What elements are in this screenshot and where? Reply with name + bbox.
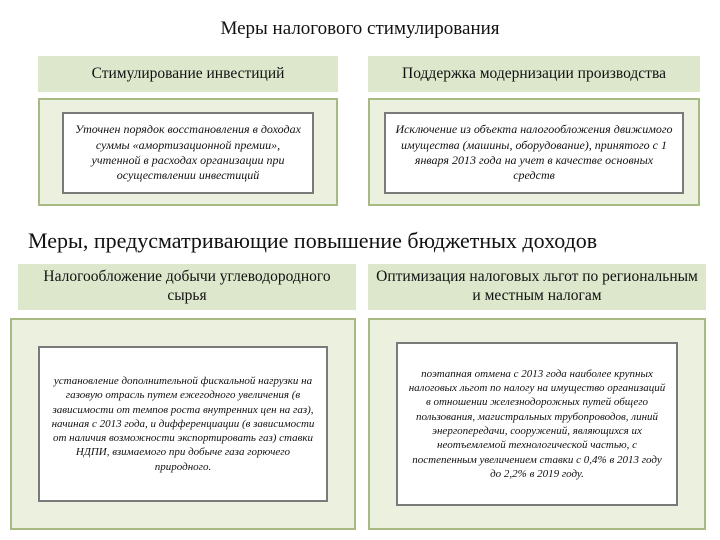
investment-stimulation-panel <box>38 98 338 206</box>
investment-stimulation-text: Уточнен порядок восстановления в доходах суммы «амортизационной премии», учтенной в расходах организации при осуществлении инвестиций <box>62 112 314 194</box>
modernization-support-panel <box>368 98 700 206</box>
hydrocarbon-taxation-panel <box>10 318 356 530</box>
modernization-support-header: Поддержка модернизации производства <box>368 56 700 92</box>
tax-benefits-optimization-panel <box>368 318 706 530</box>
modernization-support-text: Исключение из объекта налогообложения движимого имущества (машины, оборудование), принятого с 1 января 2013 года на учет в качестве основных средств <box>384 112 684 194</box>
investment-stimulation-header: Стимулирование инвестиций <box>38 56 338 92</box>
hydrocarbon-taxation-text: установление дополнительной фискальной нагрузки на газовую отрасль путем ежегодного увеличения (в зависимости от темпов роста внутренних цен на газ), начиная с 2013 года, и дифференциации (в зависимости от наличия возможности экспортировать газ) ставки НДПИ, взимаемого при добыче газа горючего природного. <box>38 346 328 502</box>
section2-title: Меры, предусматривающие повышение бюджетных доходов <box>28 228 598 253</box>
hydrocarbon-taxation-header: Налогообложение добычи углеводородного сырья <box>18 264 356 310</box>
tax-benefits-optimization-text: поэтапная отмена с 2013 года наиболее крупных налоговых льгот по налогу на имущество организаций в отношении железнодорожных путей общего пользования, магистральных трубопроводов, линий энергопередачи, сооружений, являющихся их неотъемлемой технологической частью, с постепенным увеличением ставки с 0,4% в 2013 году до 2,2% в 2019 году. <box>396 342 678 506</box>
section1-title: Меры налогового стимулирования <box>220 18 500 39</box>
tax-benefits-optimization-header: Оптимизация налоговых льгот по региональным и местным налогам <box>368 264 706 310</box>
